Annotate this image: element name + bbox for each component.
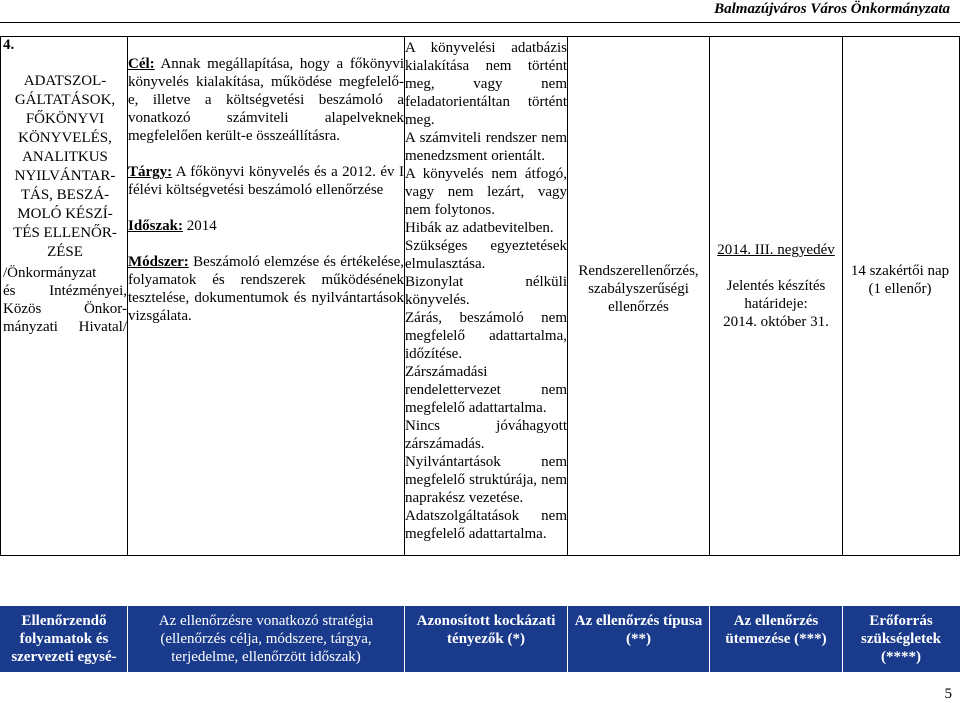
table-bottom-border xyxy=(0,555,960,556)
header-rule xyxy=(0,22,960,23)
process-cell xyxy=(3,36,127,336)
footer-col-resources: Erőforrás szükségletek (****) xyxy=(861,613,941,665)
goal-paragraph xyxy=(128,55,404,145)
footer-divider-1 xyxy=(127,606,128,672)
risk-item: Zárszámadási rendelettervezet nem megfelelő adattartalma. xyxy=(405,364,567,416)
risk-item: A számviteli rendszer nem menedzsment orientált. xyxy=(405,130,567,164)
area-line: ADATSZOL- xyxy=(23,73,107,89)
goal-label: Cél: xyxy=(128,56,155,72)
area-line: NYILVÁNTAR- xyxy=(14,168,116,184)
risk-item: A könyvelés nem átfogó, vagy nem lezárt, vagy nem folytonos. xyxy=(405,166,567,218)
area-line: FŐKÖNYVI xyxy=(25,111,105,127)
footer-col-processes: Ellenőrzendő folyamatok és szervezeti egysé- xyxy=(11,613,117,665)
footer-col-strategy: Az ellenőrzésre vonatkozó stratégia (ellenőrzés célja, módszere, tárgya, terjedelme, ellenőrzött időszak) xyxy=(158,613,374,665)
risk-item: Zárás, beszámoló nem megfelelő adattartalma, időzítése. xyxy=(405,310,567,362)
org-line: és Intézményei, xyxy=(3,283,127,299)
risk-item: Hibák az adatbevitelben. xyxy=(405,220,554,236)
risk-factors-cell xyxy=(405,39,567,543)
area-line: GÁLTATÁSOK, xyxy=(14,92,116,108)
area-line: MOLÓ KÉSZÍ- xyxy=(17,206,113,222)
org-line: Közös Önkor- xyxy=(3,301,127,317)
footer-divider-3 xyxy=(567,606,568,672)
footer-divider-2 xyxy=(404,606,405,672)
page-header-title: Balmazújváros Város Önkormányzata xyxy=(714,1,950,17)
risk-item: Szükséges egyeztetések elmulasztása. xyxy=(405,238,567,272)
schedule-cell xyxy=(710,241,842,331)
row-number: 4. xyxy=(3,37,15,53)
page-number: 5 xyxy=(944,686,952,702)
risk-item: Nyilvántartások nem megfelelő struktúrája, nem naprakész vezetése. xyxy=(405,454,567,506)
area-line: ANALITKUS xyxy=(22,149,108,165)
strategy-cell xyxy=(128,55,404,325)
org-line: mányzati Hivatal/ xyxy=(3,319,127,335)
area-line: KÖNYVELÉS, xyxy=(18,130,112,146)
risk-item: Adatszolgáltatások nem megfelelő adattartalma. xyxy=(405,508,567,542)
footer-col-risks: Azonosított kockázati tényezők (*) xyxy=(416,613,556,647)
organisation xyxy=(3,264,127,336)
report-deadline-label: Jelentés készítés határideje: xyxy=(726,278,826,312)
resources-cell: 14 szakértői nap (1 ellenőr) xyxy=(850,263,950,297)
risk-item: A könyvelési adatbázis kialakítása nem történt meg, vagy nem feladatorientáltan történt meg. xyxy=(405,40,567,128)
footer-divider-5 xyxy=(842,606,843,672)
period-label: Időszak: xyxy=(128,218,184,234)
org-line: /Önkormányzat xyxy=(3,265,97,281)
period-text: 2014 xyxy=(186,218,217,234)
process-area-name xyxy=(3,72,127,262)
area-line: ZÉSE xyxy=(47,244,83,260)
report-deadline-date: 2014. október 31. xyxy=(723,314,829,330)
risk-item: Nincs jóváhagyott zárszámadás. xyxy=(405,418,567,452)
footer-col-type: Az ellenőrzés típusa (**) xyxy=(574,613,703,647)
period-paragraph xyxy=(128,217,404,235)
method-paragraph xyxy=(128,253,404,325)
goal-text: Annak megállapítása, hogy a főkönyvi könyvelés kialakítása, működése megfelelő-e, illetve a költségvetési beszámoló a vonatkozó számviteli alapelveknek megfelelően került-e összeállításra. xyxy=(128,56,404,144)
schedule-quarter: 2014. III. negyedév xyxy=(717,242,835,258)
page-header xyxy=(0,0,960,26)
area-line: TÉS ELLENŐR- xyxy=(13,225,117,241)
table-top-border xyxy=(0,36,960,37)
subject-paragraph xyxy=(128,163,404,199)
risk-item: Bizonylat nélküli könyvelés. xyxy=(405,274,567,308)
subject-label: Tárgy: xyxy=(128,164,173,180)
subject-text: A főkönyvi könyvelés és a 2012. év I félévi költségvetési beszámoló ellenőrzése xyxy=(128,164,404,198)
footer-divider-4 xyxy=(709,606,710,672)
method-text: Beszámoló elemzése és értékelése, folyamatok és rendszerek működésének tesztelése, dokumentumok és nyilvántartások vizsgálata. xyxy=(128,254,404,324)
table-left-border xyxy=(0,36,1,556)
footer-col-schedule: Az ellenőrzés ütemezése (***) xyxy=(725,613,827,647)
area-line: TÁS, BESZÁ- xyxy=(20,187,110,203)
audit-type-cell: Rendszerellenőrzés, szabályszerűségi ellenőrzés xyxy=(578,263,699,315)
method-label: Módszer: xyxy=(128,254,189,270)
